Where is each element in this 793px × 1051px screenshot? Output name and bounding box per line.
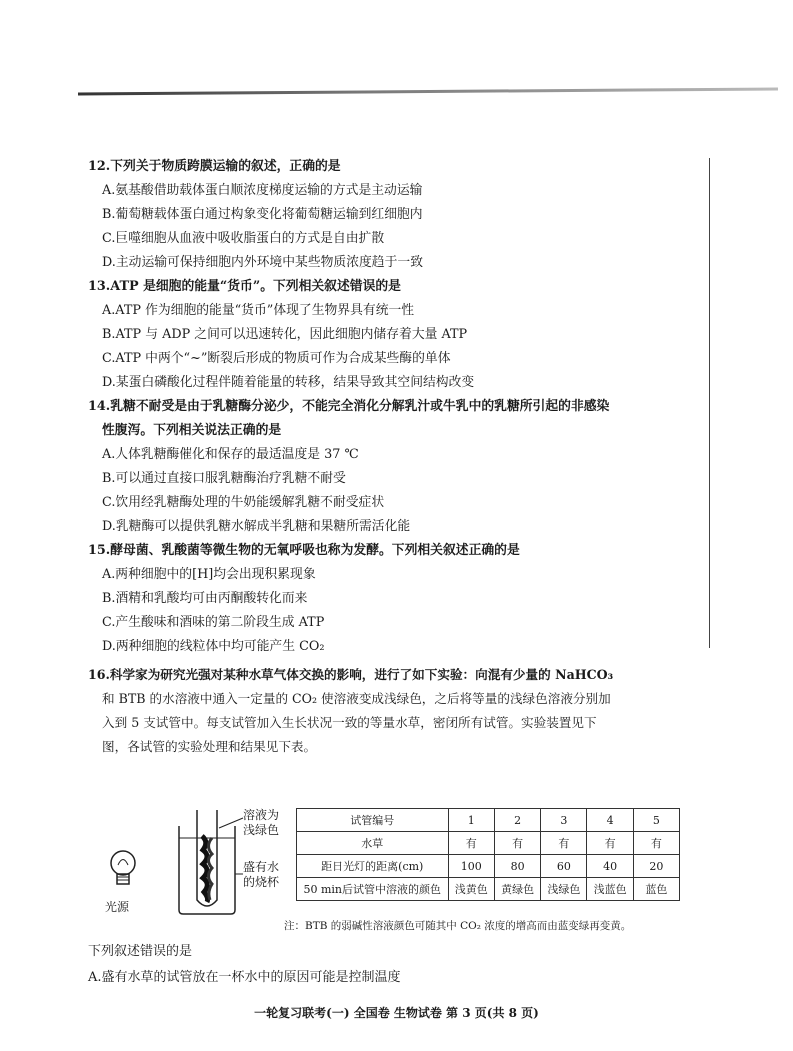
row-label: 距日光灯的距离(cm) [297, 855, 449, 878]
option-a: A.氨基酸借助载体蛋白顺浓度梯度运输的方式是主动运输 [102, 183, 423, 198]
table-cell: 80 [494, 855, 540, 878]
option-c: C.饮用经乳糖酶处理的牛奶能缓解乳糖不耐受症状 [102, 495, 385, 510]
results-table [296, 808, 680, 901]
experiment-figure [100, 806, 680, 916]
question-16-prompt: 下列叙述错误的是 [88, 944, 193, 959]
margin-line [709, 158, 710, 648]
light-source-label: 光源 [105, 900, 130, 914]
table-col-header: 3 [541, 809, 587, 832]
question-stem: 14.乳糖不耐受是由于乳糖酶分泌少，不能完全消化分解乳汁或牛乳中的乳糖所引起的非感染 [88, 399, 610, 414]
option-c: C.ATP 中两个“~”断裂后形成的物质可作为合成某些酶的单体 [102, 351, 451, 366]
table-cell: 有 [448, 832, 494, 855]
option-a: A.人体乳糖酶催化和保存的最适温度是 37 ℃ [102, 447, 359, 462]
option-d: D.某蛋白磷酸化过程伴随着能量的转移，结果导致其空间结构改变 [102, 375, 475, 390]
option-c: C.巨噬细胞从血液中吸收脂蛋白的方式是自由扩散 [102, 231, 385, 246]
table-cell: 黄绿色 [494, 878, 540, 901]
table-cell: 浅绿色 [541, 878, 587, 901]
table-cell: 有 [633, 832, 679, 855]
question-content [88, 155, 678, 759]
beaker-label-line1: 盛有水 [243, 860, 280, 874]
question-stem-cont: 性腹泻。下列相关说法正确的是 [102, 423, 282, 438]
question-12 [88, 155, 678, 275]
question-stem: 12.下列关于物质跨膜运输的叙述，正确的是 [88, 159, 341, 174]
solution-label-line2: 浅绿色 [243, 823, 280, 837]
table-cell: 40 [587, 855, 633, 878]
option-a: A.两种细胞中的[H]均会出现积累现象 [102, 567, 316, 582]
table-cell: 有 [541, 832, 587, 855]
question-stem-cont: 图，各试管的实验处理和结果见下表。 [102, 739, 317, 754]
question-15 [88, 539, 678, 659]
option-b: B.酒精和乳酸均可由丙酮酸转化而来 [102, 591, 308, 606]
table-cell: 蓝色 [633, 878, 679, 901]
table-cell: 有 [494, 832, 540, 855]
question-stem: 15.酵母菌、乳酸菌等微生物的无氧呼吸也称为发酵。下列相关叙述正确的是 [88, 543, 520, 558]
table-note: 注：BTB 的弱碱性溶液颜色可随其中 CO₂ 浓度的增高而由蓝变绿再变黄。 [284, 920, 632, 932]
question-stem-cont: 入到 5 支试管中。每支试管加入生长状况一致的等量水草，密闭所有试管。实验装置见下 [102, 715, 597, 730]
solution-label [243, 808, 279, 838]
option-b: B.ATP 与 ADP 之间可以迅速转化，因此细胞内储存着大量 ATP [102, 327, 468, 342]
header-rule [78, 88, 778, 96]
light-bulb-icon [106, 846, 140, 898]
beaker-label [243, 860, 279, 890]
table-cell: 60 [541, 855, 587, 878]
table-col-header: 1 [448, 809, 494, 832]
option-d: D.乳糖酶可以提供乳糖水解成半乳糖和果糖所需活化能 [102, 519, 411, 534]
question-stem-cont: 和 BTB 的水溶液中通入一定量的 CO₂ 使溶液变成浅绿色，之后将等量的浅绿色溶液分别加 [102, 691, 611, 706]
question-14 [88, 395, 678, 539]
table-cell: 100 [448, 855, 494, 878]
option-b: B.葡萄糖载体蛋白通过构象变化将葡萄糖运输到红细胞内 [102, 207, 423, 222]
option-d: D.主动运输可保持细胞内外环境中某些物质浓度趋于一致 [102, 255, 423, 270]
question-16-option-a: A.盛有水草的试管放在一杯水中的原因可能是控制温度 [88, 970, 401, 985]
table-row [297, 855, 680, 878]
table-row [297, 878, 680, 901]
page-footer: 一轮复习联考(一) 全国卷 生物试卷 第 3 页(共 8 页) [254, 1006, 539, 1020]
solution-label-line1: 溶液为 [243, 808, 280, 822]
table-cell: 20 [633, 855, 679, 878]
option-c: C.产生酸味和酒味的第二阶段生成 ATP [102, 615, 325, 630]
table-col-header: 4 [587, 809, 633, 832]
option-b: B.可以通过直接口服乳糖酶治疗乳糖不耐受 [102, 471, 346, 486]
beaker-label-line2: 的烧杯 [243, 875, 280, 889]
question-stem: 13.ATP 是细胞的能量“货币”。下列相关叙述错误的是 [88, 279, 401, 294]
row-label: 水草 [297, 832, 449, 855]
row-label: 50 min后试管中溶液的颜色 [297, 878, 449, 901]
table-cell: 有 [587, 832, 633, 855]
table-col-header: 2 [494, 809, 540, 832]
option-a: A.ATP 作为细胞的能量“货币”体现了生物界具有统一性 [102, 303, 415, 318]
option-d: D.两种细胞的线粒体中均可能产生 CO₂ [102, 639, 325, 654]
table-cell: 浅蓝色 [587, 878, 633, 901]
question-16 [88, 663, 678, 759]
table-col-header: 5 [633, 809, 679, 832]
table-cell: 浅黄色 [448, 878, 494, 901]
question-stem: 16.科学家为研究光强对某种水草气体交换的影响，进行了如下实验：向混有少量的 NaHCO₃ [88, 667, 614, 682]
table-header-cell: 试管编号 [297, 809, 449, 832]
question-13 [88, 275, 678, 395]
table-header-row [297, 809, 680, 832]
table-row [297, 832, 680, 855]
